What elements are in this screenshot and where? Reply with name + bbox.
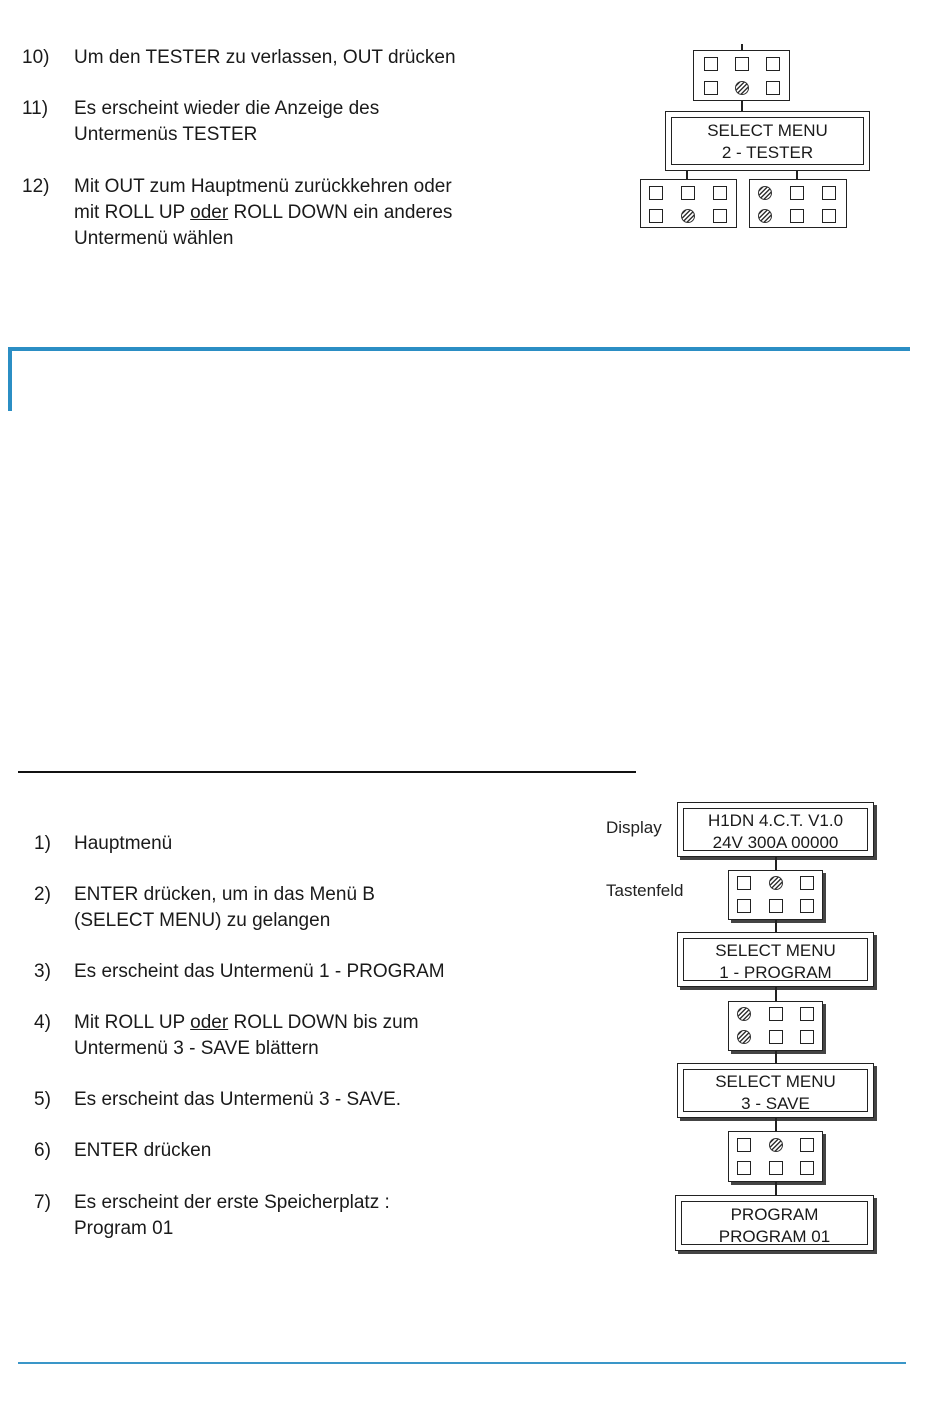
key xyxy=(800,1138,814,1152)
display-main-menu xyxy=(677,802,874,857)
key xyxy=(790,209,804,223)
display-line-2: 24V 300A 00000 xyxy=(712,833,839,852)
section-border-top xyxy=(8,347,910,351)
display-line-1: SELECT MENU xyxy=(715,1072,836,1091)
connector-line xyxy=(741,101,743,111)
step-number: 4) xyxy=(34,1012,51,1033)
keypad-roll xyxy=(749,179,847,228)
keypad-enter xyxy=(640,179,737,228)
display-line-2: 2 - TESTER xyxy=(721,143,814,162)
display-select-menu-tester xyxy=(665,111,870,171)
display-line-2: 1 - PROGRAM xyxy=(719,963,832,982)
step-text: ENTER drücken, um in das Menü B xyxy=(74,884,375,905)
key xyxy=(737,1138,751,1152)
footer-rule xyxy=(18,1362,906,1364)
key xyxy=(800,899,814,913)
step-text: Untermenü wählen xyxy=(74,228,234,249)
step-text: Es erscheint der erste Speicherplatz : xyxy=(74,1192,390,1213)
step-number: 1) xyxy=(34,833,51,854)
key xyxy=(649,209,663,223)
key xyxy=(766,81,780,95)
connector-line xyxy=(775,1051,777,1063)
connector-line xyxy=(775,1118,777,1131)
key xyxy=(800,1030,814,1044)
step-number: 12) xyxy=(22,176,50,197)
key xyxy=(681,186,695,200)
display-label: Display xyxy=(606,818,662,837)
display-line-1: SELECT MENU xyxy=(707,121,828,140)
connector-line xyxy=(775,857,777,870)
key xyxy=(649,186,663,200)
key xyxy=(704,57,718,71)
step-text: (SELECT MENU) zu gelangen xyxy=(74,910,331,931)
connector-line xyxy=(775,1182,777,1195)
step-number: 3) xyxy=(34,961,51,982)
display-select-menu-program xyxy=(677,932,874,987)
connector-line xyxy=(775,987,777,1001)
step-text: mit ROLL UP oder ROLL DOWN ein anderes xyxy=(74,202,453,223)
key xyxy=(800,1161,814,1175)
key xyxy=(737,1161,751,1175)
key-pressed xyxy=(681,209,695,223)
display-line-1: H1DN 4.C.T. V1.0 xyxy=(707,811,844,830)
key xyxy=(822,186,836,200)
key xyxy=(790,186,804,200)
key-pressed xyxy=(735,81,749,95)
display-line-1: SELECT MENU xyxy=(715,941,836,960)
key xyxy=(800,1007,814,1021)
step-text: Mit OUT zum Hauptmenü zurückkehren oder xyxy=(74,176,452,197)
step-text: Es erscheint das Untermenü 1 - PROGRAM xyxy=(74,961,445,982)
keypad-label: Tastenfeld xyxy=(606,881,684,900)
step-text: Untermenüs TESTER xyxy=(74,124,258,145)
key xyxy=(735,57,749,71)
step-text: Program 01 xyxy=(74,1218,174,1239)
key-pressed xyxy=(737,1007,751,1021)
section-divider xyxy=(18,771,636,773)
keypad-enter-1 xyxy=(728,870,823,920)
key xyxy=(766,57,780,71)
key-pressed xyxy=(737,1030,751,1044)
step-number: 10) xyxy=(22,47,50,68)
key xyxy=(704,81,718,95)
display-select-menu-save xyxy=(677,1063,874,1118)
step-text: Um den TESTER zu verlassen, OUT drücken xyxy=(74,47,456,68)
key xyxy=(713,186,727,200)
key xyxy=(769,1030,783,1044)
key xyxy=(737,899,751,913)
display-line-2: PROGRAM 01 xyxy=(718,1227,831,1246)
step-text: Es erscheint das Untermenü 3 - SAVE. xyxy=(74,1089,402,1110)
key-pressed xyxy=(769,876,783,890)
display-line-2: 3 - SAVE xyxy=(741,1094,810,1113)
key xyxy=(713,209,727,223)
step-number: 7) xyxy=(34,1192,51,1213)
step-text: Hauptmenü xyxy=(74,833,173,854)
display-program-01 xyxy=(675,1195,874,1251)
step-number: 11) xyxy=(22,98,49,119)
connector-line xyxy=(686,171,688,179)
step-text: Es erscheint wieder die Anzeige des xyxy=(74,98,380,119)
key xyxy=(769,1161,783,1175)
display-line-1: PROGRAM xyxy=(730,1205,819,1224)
key xyxy=(769,1007,783,1021)
key-pressed xyxy=(758,209,772,223)
key xyxy=(769,899,783,913)
keypad-out xyxy=(693,50,790,101)
connector-line xyxy=(796,171,798,179)
step-number: 5) xyxy=(34,1089,51,1110)
keypad-enter-3 xyxy=(728,1131,823,1182)
step-number: 6) xyxy=(34,1140,51,1161)
key xyxy=(822,209,836,223)
key-pressed xyxy=(758,186,772,200)
step-text: Untermenü 3 - SAVE blättern xyxy=(74,1038,319,1059)
key xyxy=(737,876,751,890)
step-text: Mit ROLL UP oder ROLL DOWN bis zum xyxy=(74,1012,419,1033)
step-text: ENTER drücken xyxy=(74,1140,212,1161)
step-number: 2) xyxy=(34,884,51,905)
key xyxy=(800,876,814,890)
keypad-roll-2 xyxy=(728,1001,823,1051)
key-pressed xyxy=(769,1138,783,1152)
connector-line xyxy=(775,920,777,932)
section-border-left xyxy=(8,347,12,411)
